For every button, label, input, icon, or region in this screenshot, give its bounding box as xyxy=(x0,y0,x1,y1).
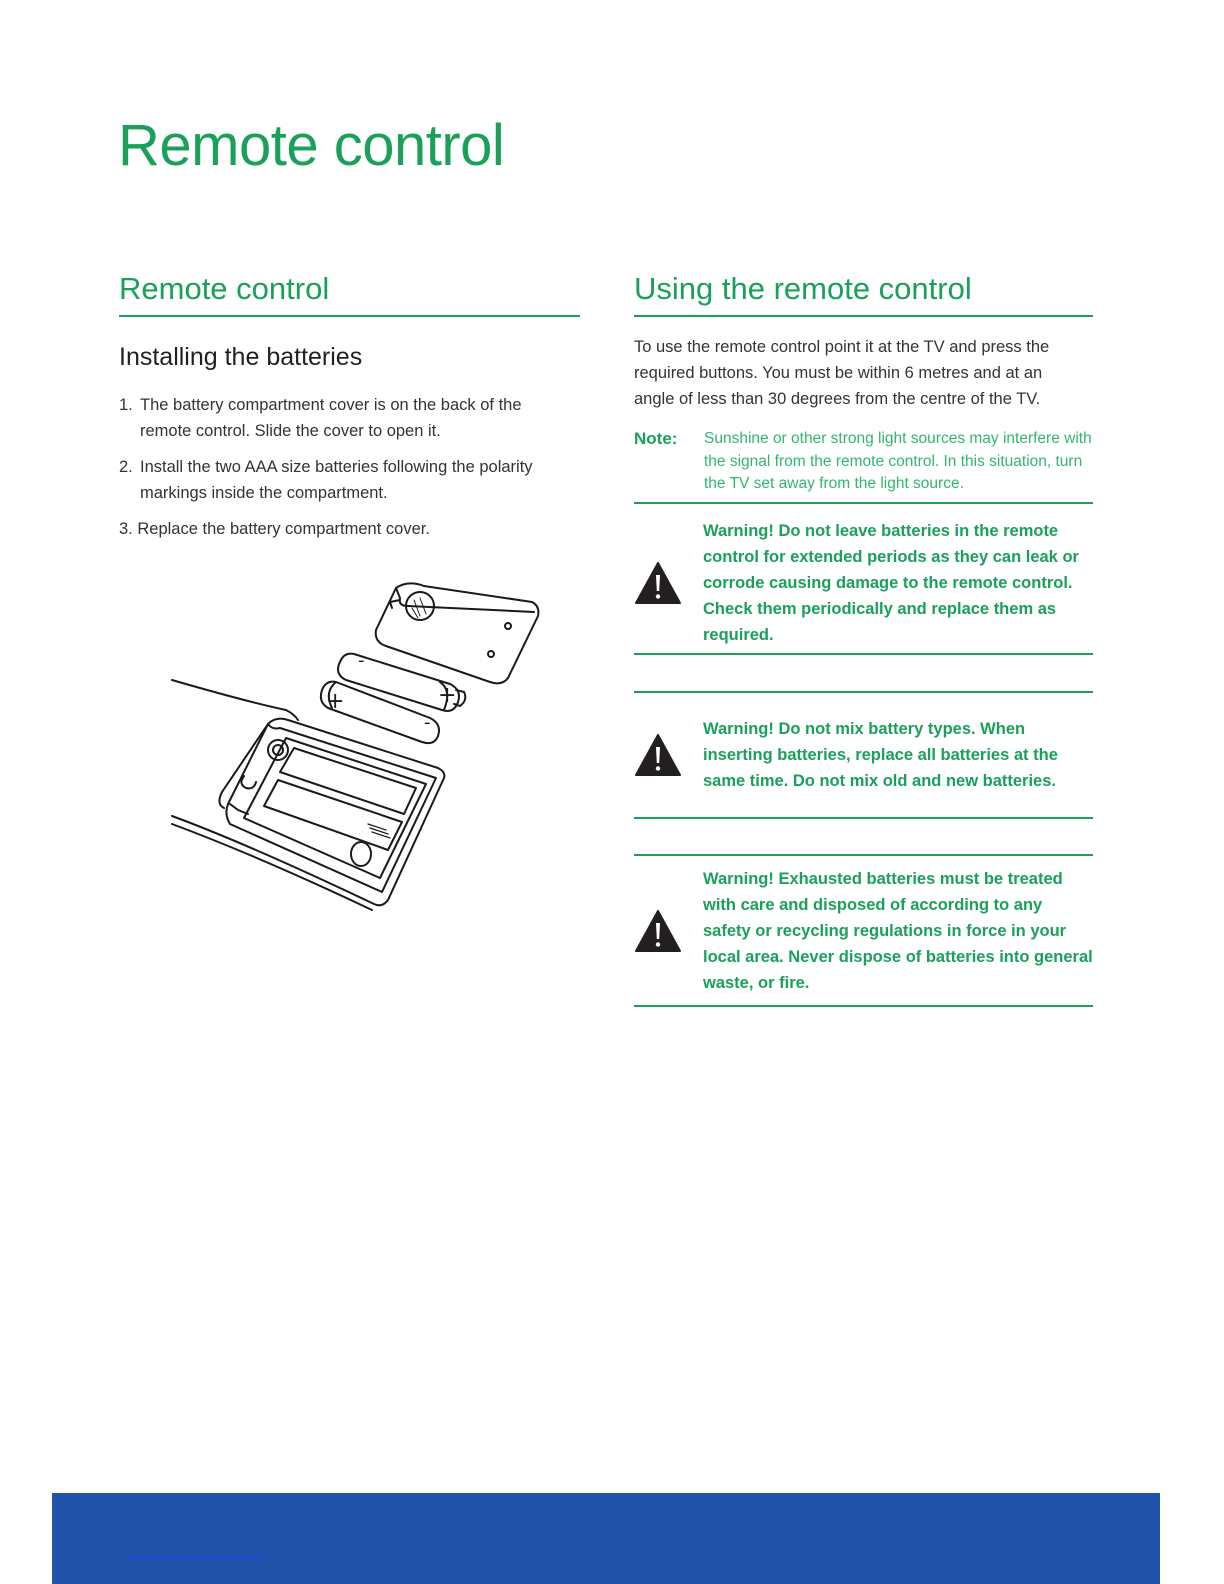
step-text: Replace the battery compartment cover. xyxy=(137,520,430,538)
plus-mark: + xyxy=(438,683,457,708)
warning-text: Warning! Exhausted batteries must be treated with care and disposed of according to any safety or recycling regulations in force in your local area. Never dispose of batteries into general waste, or fire. xyxy=(703,869,1093,992)
step-text: Install the two AAA size batteries following the polarity markings inside the compartment. xyxy=(140,458,533,502)
section-heading-using-remote: Using the remote control xyxy=(634,271,1093,317)
footer-bar xyxy=(52,1493,1160,1584)
section-heading-remote-control: Remote control xyxy=(119,271,580,317)
list-item xyxy=(119,392,569,444)
battery-installation-illustration xyxy=(168,578,548,912)
page-title: Remote control xyxy=(118,113,505,178)
minus-mark: - xyxy=(358,650,365,671)
intro-paragraph: To use the remote control point it at the TV and press the required buttons. You must be within 6 metres and at an angle of less than 30 degrees from the centre of the TV. xyxy=(634,338,1050,408)
plus-mark: + xyxy=(326,689,345,714)
warning-triangle-icon xyxy=(634,733,682,777)
subheading-installing-batteries: Installing the batteries xyxy=(119,343,363,371)
warning-text: Warning! Do not mix battery types. When inserting batteries, replace all batteries at the same time. Do not mix old and new batteries. xyxy=(703,720,1058,790)
note-box xyxy=(634,428,1093,504)
note-text: Sunshine or other strong light sources may interfere with the signal from the remote control. In this situation, turn the TV set away from the light source. xyxy=(704,430,1092,492)
warning-box xyxy=(634,854,1093,1007)
warning-box xyxy=(634,512,1093,655)
warning-triangle-icon xyxy=(634,561,682,605)
warning-text: Warning! Do not leave batteries in the remote control for extended periods as they can leak or corrode causing damage to the remote control. Check them periodically and replace them as required. xyxy=(703,521,1079,644)
list-item xyxy=(119,516,569,542)
footer-link-underline[interactable] xyxy=(126,1556,266,1558)
step-number: 2. xyxy=(119,458,133,476)
note-label: Note: xyxy=(634,429,678,448)
installation-steps-list xyxy=(119,392,569,552)
warning-triangle-icon xyxy=(634,909,682,953)
warning-box xyxy=(634,691,1093,819)
step-number: 1. xyxy=(119,396,133,414)
list-item xyxy=(119,454,569,506)
step-number: 3. xyxy=(119,520,133,538)
step-text: The battery compartment cover is on the back of the remote control. Slide the cover to open it. xyxy=(140,396,522,440)
minus-mark: - xyxy=(424,712,431,733)
